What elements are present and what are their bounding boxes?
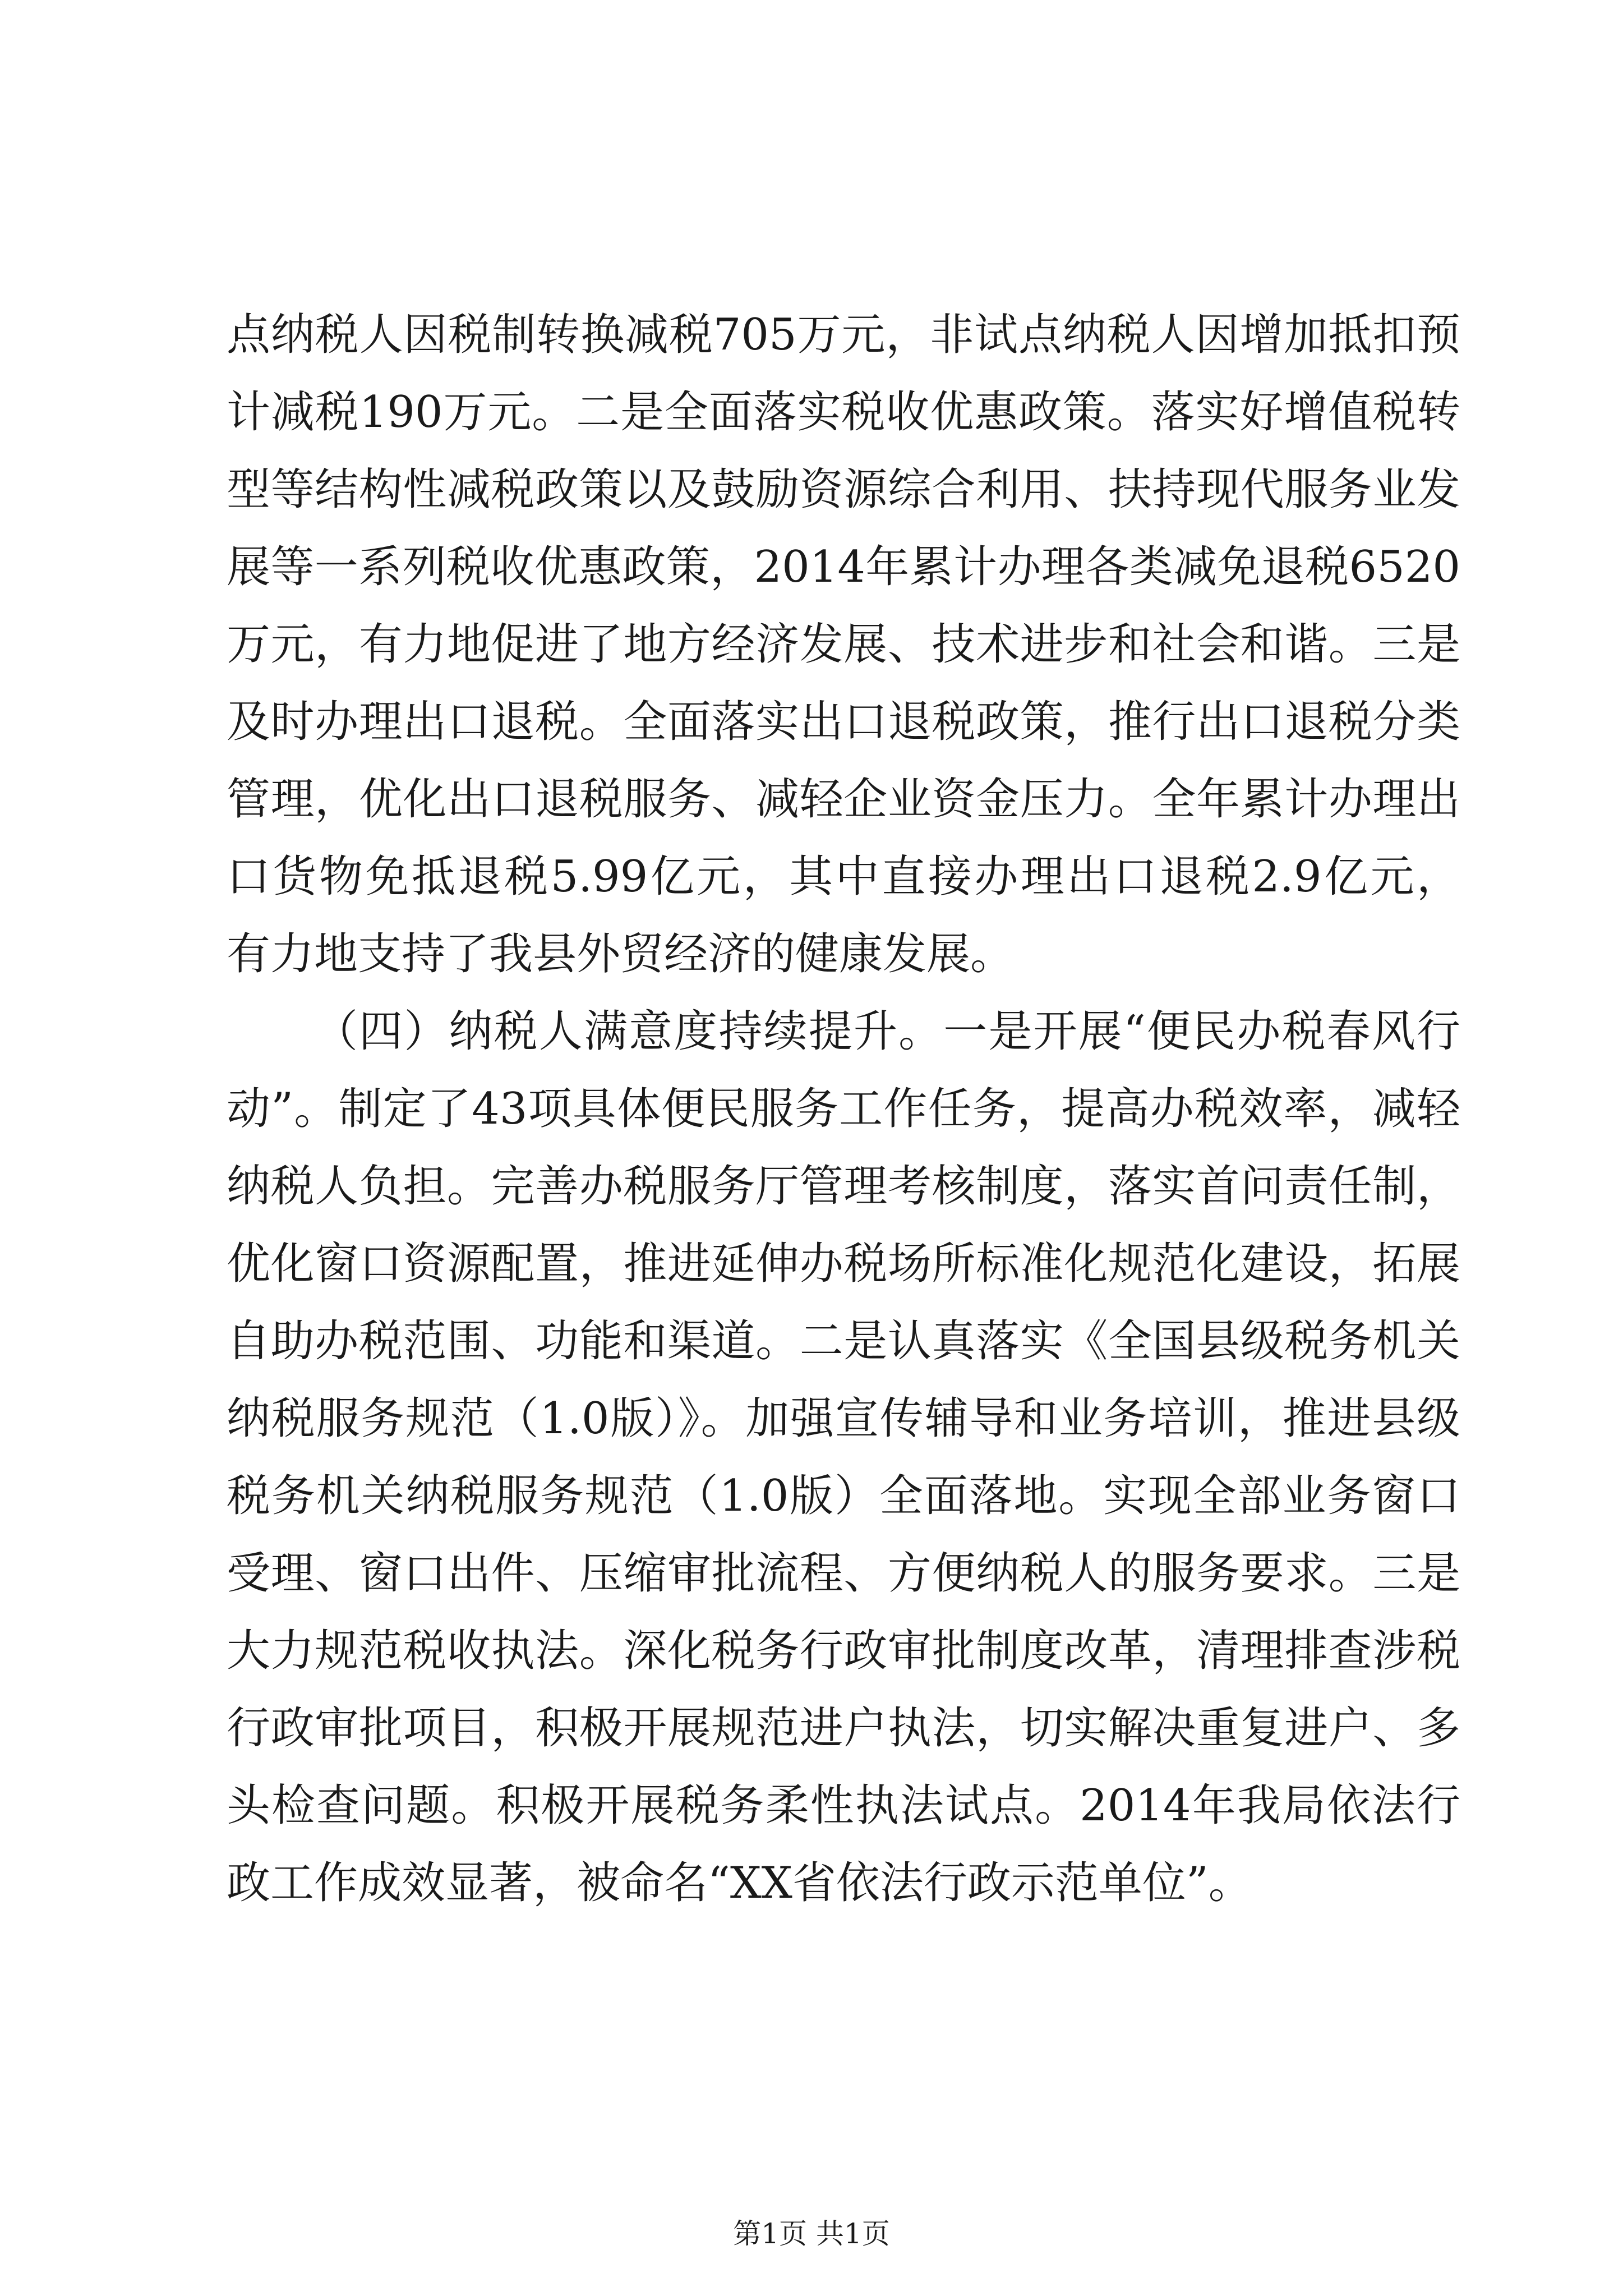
- text-line-12: 纳税人负担。完善办税服务厅管理考核制度，落实首问责任制，: [227, 1161, 1460, 1212]
- text-line-8: 口货物免抵退税5.99亿元，其中直接办理出口退税2.9亿元，: [227, 852, 1460, 902]
- text-line-4: 展等一系列税收优惠政策，2014年累计办理各类减免退税6520: [227, 542, 1460, 592]
- text-line-6: 及时办理出口退税。全面落实出口退税政策，推行出口退税分类: [227, 697, 1460, 747]
- text-line-13: 优化窗口资源配置，推进延伸办税场所标准化规范化建设，拓展: [227, 1239, 1460, 1289]
- text-line-20: 头检查问题。积极开展税务柔性执法试点。2014年我局依法行: [227, 1780, 1460, 1831]
- text-line-7: 管理，优化出口退税服务、减轻企业资金压力。全年累计办理出: [227, 774, 1460, 825]
- text-line-9: 有力地支持了我县外贸经济的健康发展。: [227, 929, 1015, 979]
- text-line-15: 纳税服务规范（1.0版）》。加强宣传辅导和业务培训，推进县级: [227, 1393, 1460, 1444]
- text-line-5: 万元，有力地促进了地方经济发展、技术进步和社会和谐。三是: [227, 619, 1460, 670]
- text-line-1: 点纳税人因税制转换减税705万元，非试点纳税人因增加抵扣预: [227, 310, 1460, 360]
- text-line-3: 型等结构性减税政策以及鼓励资源综合利用、扶持现代服务业发: [227, 464, 1460, 515]
- text-line-16: 税务机关纳税服务规范（1.0版）全面落地。实现全部业务窗口: [227, 1471, 1460, 1521]
- text-line-18: 大力规范税收执法。深化税务行政审批制度改革，清理排查涉税: [227, 1626, 1460, 1676]
- page-footer: 第1页 共1页: [733, 2217, 890, 2250]
- document-body: [227, 296, 1460, 1922]
- text-line-2: 计减税190万元。二是全面落实税收优惠政策。落实好增值税转: [227, 387, 1460, 438]
- text-line-19: 行政审批项目，积极开展规范进户执法，切实解决重复进户、多: [227, 1703, 1460, 1754]
- text-line-17: 受理、窗口出件、压缩审批流程、方便纳税人的服务要求。三是: [227, 1548, 1460, 1599]
- text-line-11: 动”。制定了43项具体便民服务工作任务，提高办税效率，减轻: [227, 1084, 1460, 1134]
- text-line-21: 政工作成效显著，被命名“XX省依法行政示范单位”。: [227, 1858, 1252, 1908]
- text-line-10: （四）纳税人满意度持续提升。一是开展“便民办税春风行: [314, 1006, 1460, 1057]
- text-line-14: 自助办税范围、功能和渠道。二是认真落实《全国县级税务机关: [227, 1316, 1460, 1366]
